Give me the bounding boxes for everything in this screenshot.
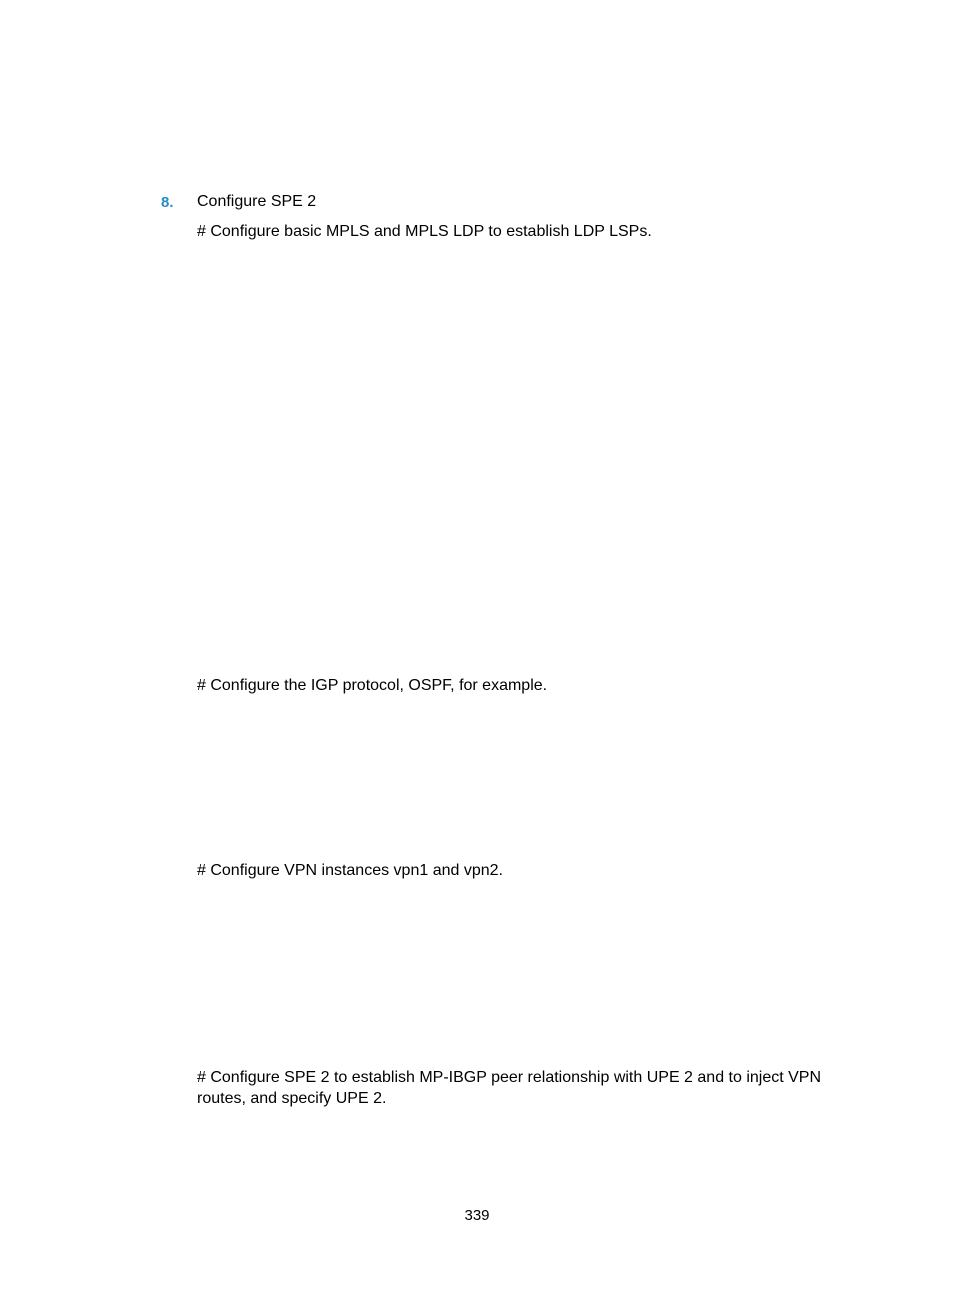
paragraph-mp-ibgp: # Configure SPE 2 to establish MP-IBGP peer relationship with UPE 2 and to inject VPN routes, and specify UPE 2.: [197, 1069, 822, 1107]
step-number: 8.: [161, 194, 174, 211]
page-number: 339: [464, 1207, 490, 1224]
paragraph-vpn-instances: # Configure VPN instances vpn1 and vpn2.: [197, 862, 503, 879]
step-title: Configure SPE 2: [197, 193, 317, 210]
paragraph-mpls-ldp: # Configure basic MPLS and MPLS LDP to establish LDP LSPs.: [197, 223, 652, 240]
paragraph-igp: # Configure the IGP protocol, OSPF, for example.: [197, 677, 548, 694]
